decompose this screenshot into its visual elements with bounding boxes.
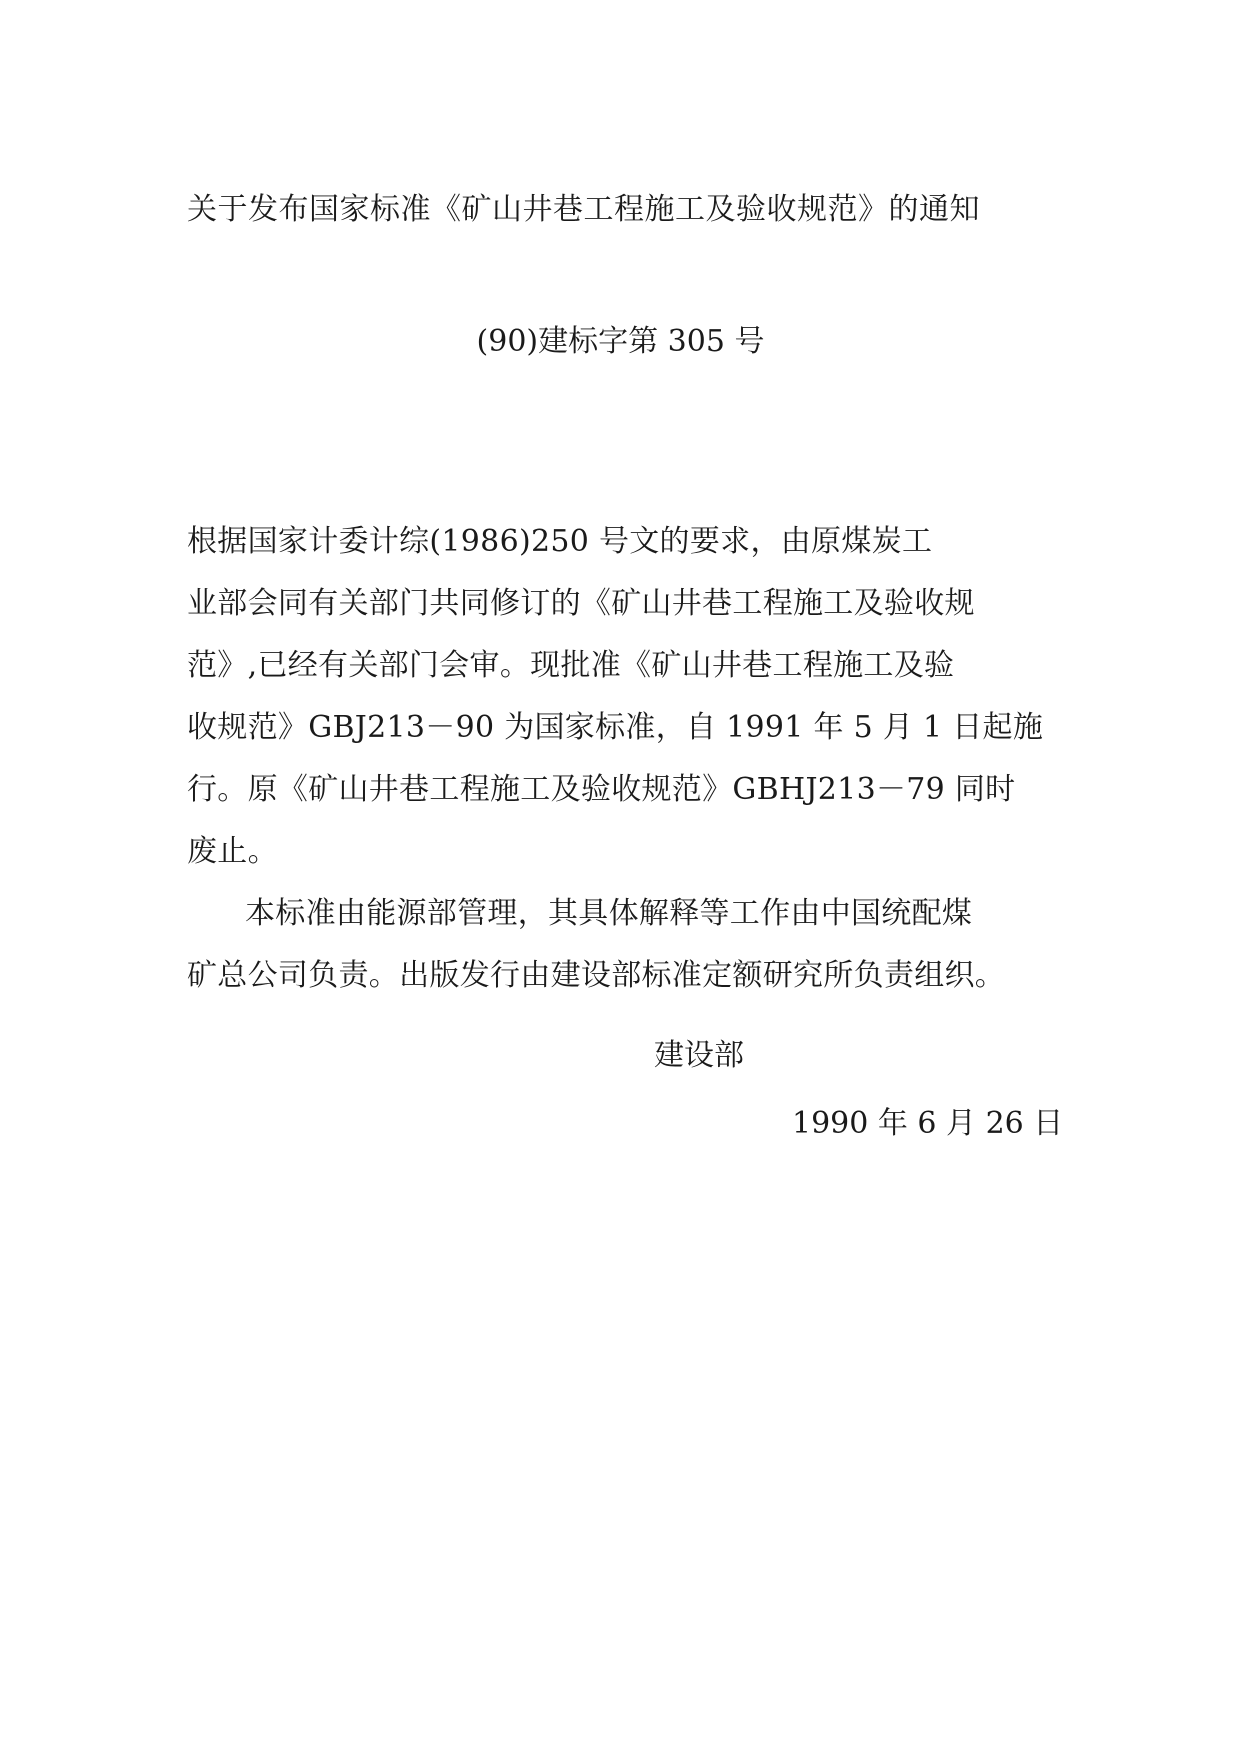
document-number: (90)建标字第 305 号: [476, 324, 765, 359]
paragraph1-line-4: 收规范》GBJ213－90 为国家标准，自 1991 年 5 月 1 日起施: [187, 710, 1044, 745]
paragraph1-line-5: 行。原《矿山井巷工程施工及验收规范》GBHJ213－79 同时: [187, 772, 1016, 807]
paragraph2-line-1: 本标准由能源部管理，其具体解释等工作由中国统配煤: [245, 896, 973, 931]
issue-date: 1990 年 6 月 26 日: [792, 1106, 1064, 1141]
issuer-signature: 建设部: [654, 1038, 744, 1073]
paragraph1-line-3: 范》,已经有关部门会审。现批准《矿山井巷工程施工及验: [187, 648, 955, 683]
paragraph2-line-2: 矿总公司负责。出版发行由建设部标准定额研究所负责组织。: [187, 958, 1006, 993]
paragraph1-line-1: 根据国家计委计综(1986)250 号文的要求，由原煤炭工: [187, 524, 933, 559]
notice-title: 关于发布国家标准《矿山井巷工程施工及验收规范》的通知: [187, 192, 980, 227]
paragraph1-line-6: 废止。: [187, 834, 278, 869]
paragraph1-line-2: 业部会同有关部门共同修订的《矿山井巷工程施工及验收规: [187, 586, 975, 621]
